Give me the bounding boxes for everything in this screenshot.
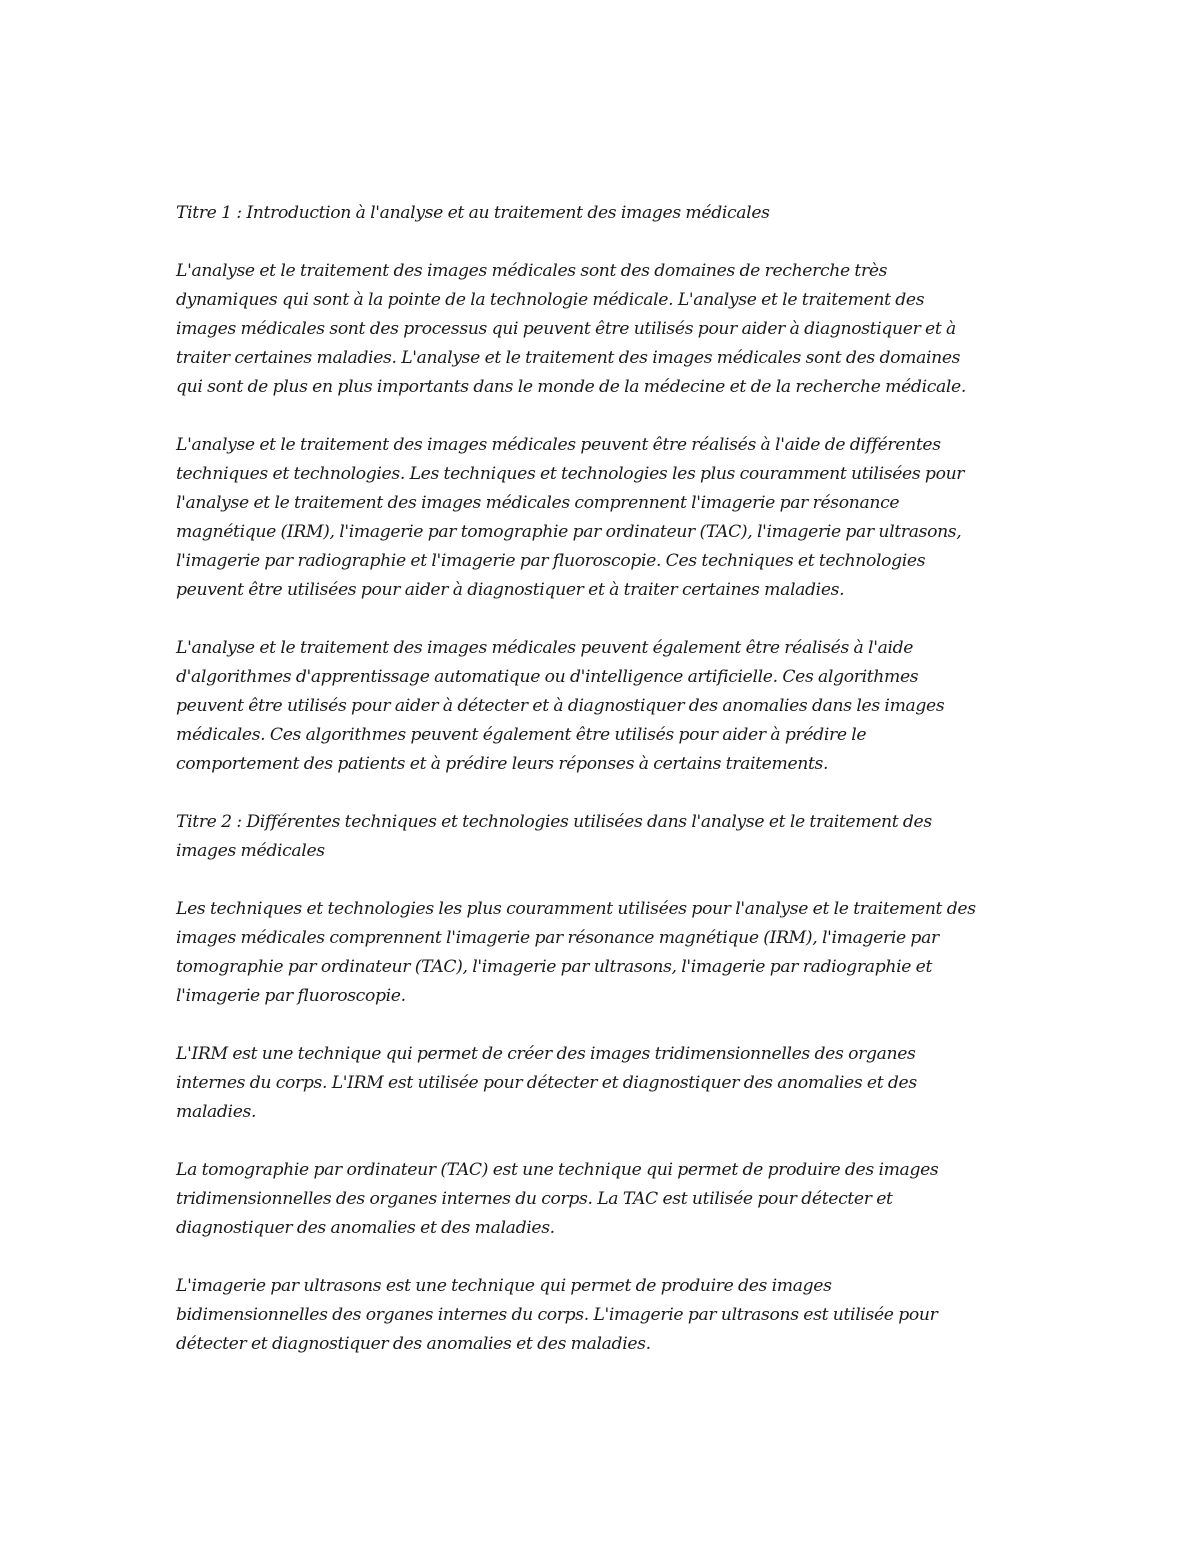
text-line: qui sont de plus en plus importants dans le monde de la médecine et de la recherche médicale. [176,377,966,397]
text-line: L'analyse et le traitement des images médicales peuvent être réalisés à l'aide de différentes [176,435,941,455]
text-line: l'analyse et le traitement des images médicales comprennent l'imagerie par résonance [176,493,900,513]
text-line: internes du corps. L'IRM est utilisée pour détecter et diagnostiquer des anomalies et des [176,1073,917,1093]
text-line: dynamiques qui sont à la pointe de la technologie médicale. L'analyse et le traitement des [176,290,925,310]
text-line: l'imagerie par fluoroscopie. [176,986,406,1006]
text-line: tridimensionnelles des organes internes du corps. La TAC est utilisée pour détecter et [176,1189,893,1209]
heading-2 [176,808,1038,866]
document-body [176,199,1038,1388]
text-line: La tomographie par ordinateur (TAC) est une technique qui permet de produire des images [176,1160,939,1180]
paragraph-1 [176,257,1038,402]
paragraph-2 [176,431,1038,605]
text-line: L'analyse et le traitement des images médicales sont des domaines de recherche très [176,261,888,281]
text-line: diagnostiquer des anomalies et des maladies. [176,1218,555,1238]
text-line: maladies. [176,1102,257,1122]
text-line: peuvent être utilisés pour aider à détecter et à diagnostiquer des anomalies dans les images [176,696,945,716]
text-line: l'imagerie par radiographie et l'imagerie par fluoroscopie. Ces techniques et technologies [176,551,926,571]
text-line: médicales. Ces algorithmes peuvent également être utilisés pour aider à prédire le [176,725,867,745]
text-line: L'analyse et le traitement des images médicales peuvent également être réalisés à l'aide [176,638,914,658]
text-line: peuvent être utilisées pour aider à diagnostiquer et à traiter certaines maladies. [176,580,845,600]
text-line: techniques et technologies. Les techniques et technologies les plus couramment utilisées pour [176,464,965,484]
text-line: images médicales [176,841,325,861]
text-line: L'IRM est une technique qui permet de créer des images tridimensionnelles des organes [176,1044,916,1064]
text-line: tomographie par ordinateur (TAC), l'imagerie par ultrasons, l'imagerie par radiographie et [176,957,933,977]
text-line: magnétique (IRM), l'imagerie par tomographie par ordinateur (TAC), l'imagerie par ultrasons, [176,522,962,542]
heading-1 [176,199,1038,228]
paragraph-3 [176,634,1038,779]
text-line: Titre 2 : Différentes techniques et technologies utilisées dans l'analyse et le traitement des [176,812,932,832]
text-line: Les techniques et technologies les plus couramment utilisées pour l'analyse et le traitement des [176,899,976,919]
paragraph-6 [176,1156,1038,1243]
text-line: d'algorithmes d'apprentissage automatique ou d'intelligence artificielle. Ces algorithmes [176,667,919,687]
text-line: traiter certaines maladies. L'analyse et le traitement des images médicales sont des domaines [176,348,961,368]
text-line: images médicales sont des processus qui peuvent être utilisés pour aider à diagnostiquer et à [176,319,956,339]
text-line: L'imagerie par ultrasons est une technique qui permet de produire des images [176,1276,832,1296]
paragraph-7 [176,1272,1038,1359]
text-line: images médicales comprennent l'imagerie par résonance magnétique (IRM), l'imagerie par [176,928,939,948]
paragraph-4 [176,895,1038,1011]
text-line: comportement des patients et à prédire leurs réponses à certains traitements. [176,754,829,774]
paragraph-5 [176,1040,1038,1127]
text-line: Titre 1 : Introduction à l'analyse et au traitement des images médicales [176,203,770,223]
text-line: détecter et diagnostiquer des anomalies et des maladies. [176,1334,651,1354]
text-line: bidimensionnelles des organes internes du corps. L'imagerie par ultrasons est utilisée pour [176,1305,938,1325]
